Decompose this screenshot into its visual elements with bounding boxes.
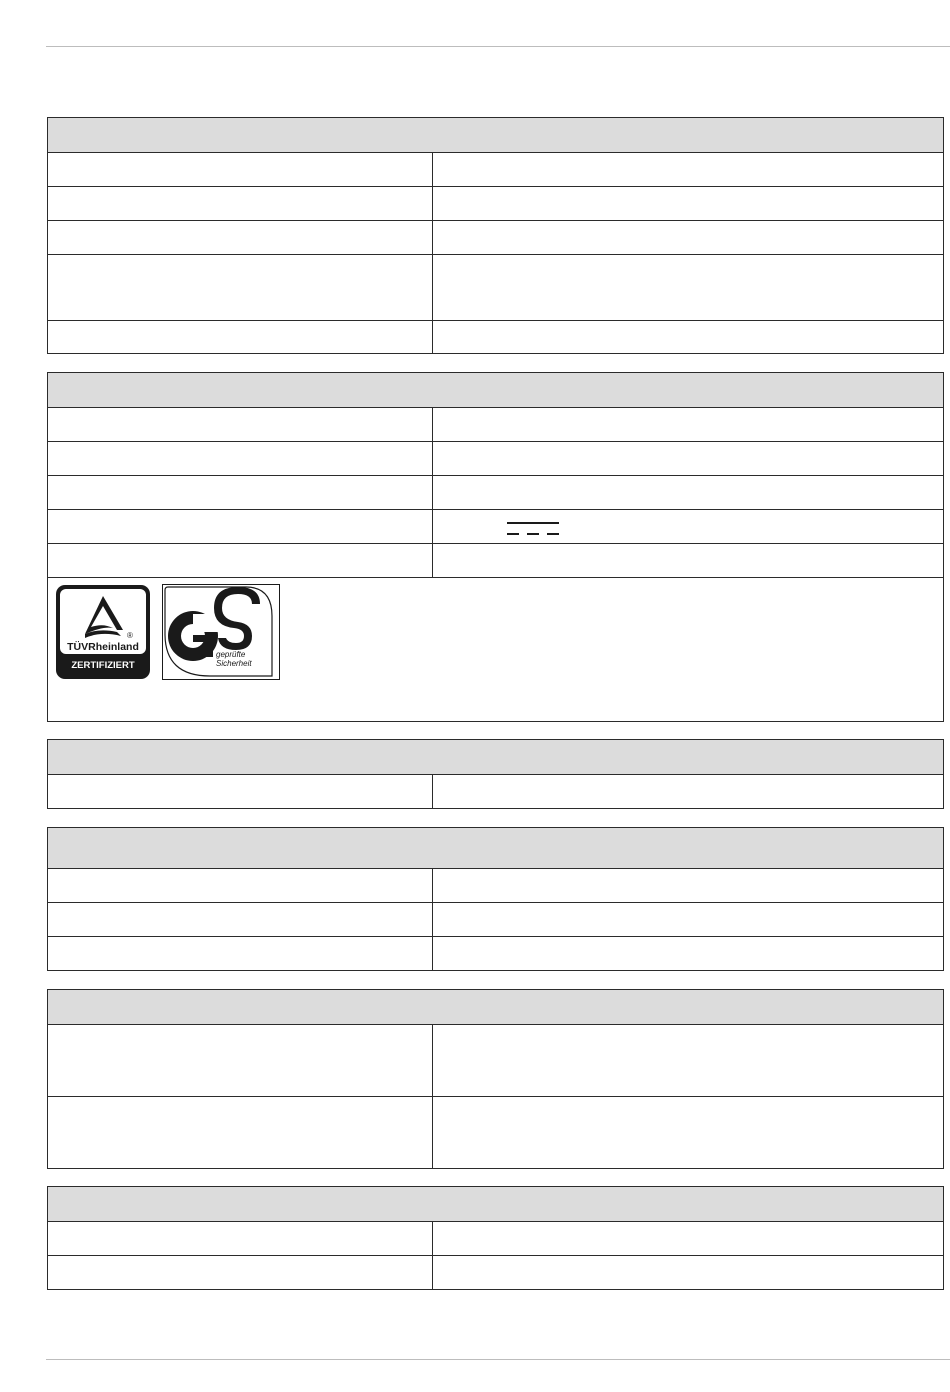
row-value-cell xyxy=(433,1025,943,1096)
gs-safety-logo xyxy=(162,584,280,680)
row-label-cell xyxy=(48,1097,433,1168)
table-header xyxy=(48,1187,943,1222)
row-label-cell xyxy=(48,221,433,254)
spec-table-3 xyxy=(47,739,944,809)
row-value-cell xyxy=(433,510,943,543)
row-label-cell xyxy=(48,544,433,577)
row-label-cell xyxy=(48,510,433,543)
certification-row xyxy=(48,578,943,721)
row-label-cell xyxy=(48,869,433,902)
table-row xyxy=(48,221,943,255)
table-row xyxy=(48,903,943,937)
table-row xyxy=(48,408,943,442)
table-row xyxy=(48,1097,943,1168)
row-value-cell xyxy=(433,187,943,220)
top-rule xyxy=(46,46,950,47)
row-value-cell xyxy=(433,937,943,970)
row-value-cell xyxy=(433,321,943,353)
table-row xyxy=(48,775,943,808)
svg-text:®: ® xyxy=(127,631,133,640)
tuv-rheinland-logo xyxy=(55,584,151,680)
row-label-cell xyxy=(48,1025,433,1096)
row-value-cell xyxy=(433,476,943,509)
spec-table-2 xyxy=(47,372,944,722)
table-header xyxy=(48,740,943,775)
row-value-cell xyxy=(433,255,943,320)
row-label-cell xyxy=(48,937,433,970)
spec-table-4 xyxy=(47,827,944,971)
table-row xyxy=(48,1256,943,1289)
row-label-cell xyxy=(48,153,433,186)
table-row xyxy=(48,937,943,970)
row-label-cell xyxy=(48,442,433,475)
tuv-cert-text: ZERTIFIZIERT xyxy=(71,660,135,671)
row-label-cell xyxy=(48,255,433,320)
table-row xyxy=(48,1222,943,1256)
row-label-cell xyxy=(48,775,433,808)
row-value-cell xyxy=(433,153,943,186)
table-row xyxy=(48,255,943,321)
row-value-cell xyxy=(433,408,943,441)
row-label-cell xyxy=(48,408,433,441)
table-row xyxy=(48,869,943,903)
table-header xyxy=(48,828,943,869)
direct-current-icon xyxy=(507,521,559,537)
table-row xyxy=(48,321,943,353)
row-value-cell xyxy=(433,775,943,808)
tuv-brand-text: TÜVRheinland xyxy=(67,641,139,653)
row-value-cell xyxy=(433,1256,943,1289)
table-row xyxy=(48,1025,943,1097)
table-row xyxy=(48,187,943,221)
table-row xyxy=(48,442,943,476)
row-value-cell xyxy=(433,442,943,475)
table-row xyxy=(48,476,943,510)
bottom-rule xyxy=(46,1359,950,1360)
row-label-cell xyxy=(48,1222,433,1255)
table-header xyxy=(48,118,943,153)
row-value-cell xyxy=(433,221,943,254)
table-header xyxy=(48,373,943,408)
gs-text-line2: Sicherheit xyxy=(216,659,252,668)
row-value-cell xyxy=(433,869,943,902)
row-label-cell xyxy=(48,187,433,220)
row-label-cell xyxy=(48,321,433,353)
row-label-cell xyxy=(48,903,433,936)
spec-table-6 xyxy=(47,1186,944,1290)
row-value-cell xyxy=(433,1222,943,1255)
table-header xyxy=(48,990,943,1025)
row-value-cell xyxy=(433,1097,943,1168)
table-row xyxy=(48,544,943,578)
row-label-cell xyxy=(48,476,433,509)
table-row xyxy=(48,510,943,544)
row-value-cell xyxy=(433,544,943,577)
gs-text-line1: geprüfte xyxy=(216,650,246,659)
row-value-cell xyxy=(433,903,943,936)
spec-table-5 xyxy=(47,989,944,1169)
table-row xyxy=(48,153,943,187)
row-label-cell xyxy=(48,1256,433,1289)
spec-table-1 xyxy=(47,117,944,354)
